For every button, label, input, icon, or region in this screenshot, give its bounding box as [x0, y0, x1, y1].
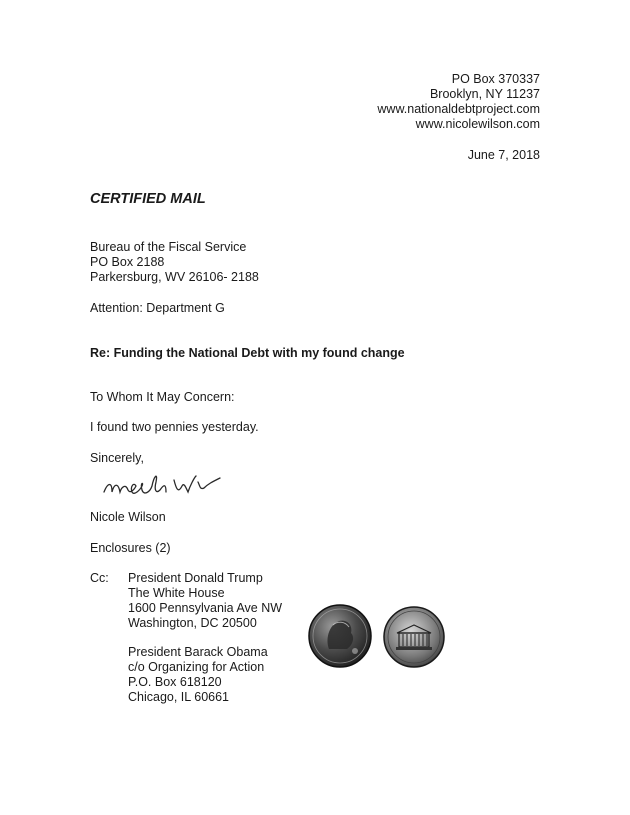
closing: Sincerely,	[90, 451, 144, 465]
cc-recipient-1	[128, 571, 282, 631]
recipient-city: Parkersburg, WV 26106- 2188	[90, 270, 259, 284]
recipient-name: Bureau of the Fiscal Service	[90, 240, 247, 254]
cc-label: Cc:	[90, 571, 109, 585]
sender-website-2: www.nicolewilson.com	[415, 117, 540, 131]
cc-recipient-2-city: Chicago, IL 60661	[128, 690, 230, 704]
cc-recipient-2-name: President Barack Obama	[128, 645, 268, 659]
certified-mail-heading: CERTIFIED MAIL	[90, 191, 206, 207]
sender-address	[377, 72, 540, 132]
recipient-address	[90, 240, 259, 285]
subject-line: Re: Funding the National Debt with my found change	[90, 346, 405, 360]
sender-website-1: www.nationaldebtproject.com	[377, 102, 540, 116]
enclosures-note: Enclosures (2)	[90, 541, 171, 555]
cc-recipient-1-city: Washington, DC 20500	[128, 616, 257, 630]
sender-city: Brooklyn, NY 11237	[429, 87, 540, 101]
cc-recipient-1-org: The White House	[128, 586, 225, 600]
handwritten-signature	[100, 468, 230, 500]
attention-line: Attention: Department G	[90, 301, 225, 315]
signer-name: Nicole Wilson	[90, 510, 166, 524]
sender-po-box: PO Box 370337	[451, 72, 540, 86]
cc-recipient-2-org: c/o Organizing for Action	[128, 660, 265, 674]
cc-recipient-2-box: P.O. Box 618120	[128, 675, 222, 689]
cc-recipient-2	[128, 645, 268, 705]
penny-coin-obverse	[307, 603, 373, 669]
cc-recipient-1-street: 1600 Pennsylvania Ave NW	[128, 601, 283, 615]
cc-recipient-1-name: President Donald Trump	[128, 571, 263, 585]
recipient-po-box: PO Box 2188	[90, 255, 165, 269]
penny-coin-reverse	[382, 605, 446, 669]
letter-date: June 7, 2018	[467, 148, 540, 162]
letter-body: I found two pennies yesterday.	[90, 420, 259, 434]
salutation: To Whom It May Concern:	[90, 390, 235, 404]
